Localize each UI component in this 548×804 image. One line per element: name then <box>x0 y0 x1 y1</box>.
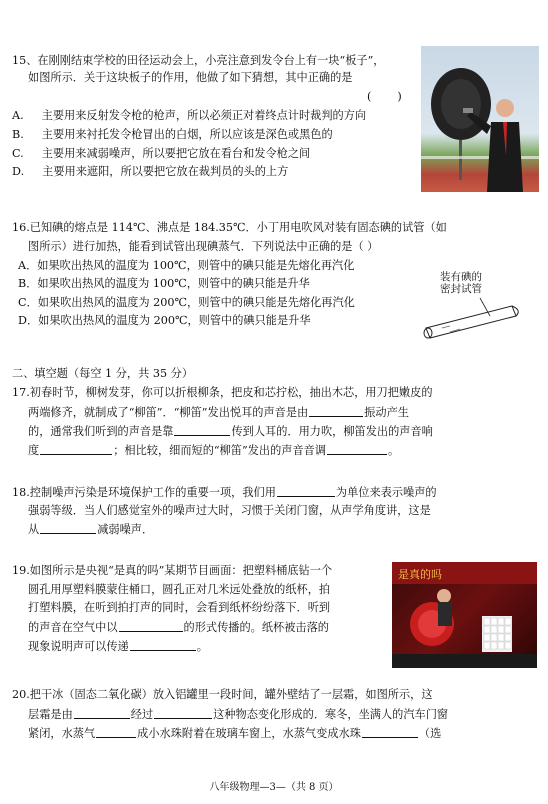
q17-blank-2[interactable] <box>174 425 230 436</box>
q20-blank-2[interactable] <box>154 708 212 719</box>
q16-option-d: D．如果吹出热风的温度为 200℃，则管中的碘只能是升华 <box>18 314 311 327</box>
q19-line4: 的声音在空气中以 的形式传播的。纸杯被击落的 <box>28 621 329 634</box>
q17-blank-3[interactable] <box>40 444 112 455</box>
bracket-right: ) <box>397 90 402 103</box>
q18-blank-2[interactable] <box>40 523 96 534</box>
tv-show-logo-text: 是真的吗 <box>398 568 442 581</box>
q19-blank-1[interactable] <box>119 621 183 632</box>
section-2-title: 二、填空题（每空 1 分，共 35 分） <box>12 367 194 380</box>
q19-blank-2[interactable] <box>130 640 196 651</box>
q15-line2: 如图所示．关于这块板子的作用，他做了如下猜想，其中正确的是 <box>28 71 353 84</box>
bracket-left: ( <box>367 90 372 103</box>
q17-line2: 两端修齐，就制成了“柳笛”．“柳笛”发出悦耳的声音是由 振动产生 <box>28 406 409 419</box>
q20-blank-3[interactable] <box>96 727 136 738</box>
q15-option-c: C. 主要用来减弱噪声，所以要把它放在看台和发令枪之间 <box>12 147 311 160</box>
q15-line1: 15、在刚刚结束学校的田径运动会上，小亮注意到发令台上有一块“板子”， <box>12 54 385 67</box>
q15-answer-bracket <box>367 91 402 102</box>
q15-option-a: A. 主要用来反射发令枪的枪声，所以必须正对着终点计时裁判的方向 <box>12 109 367 122</box>
q20-blank-1[interactable] <box>74 708 130 719</box>
q18-line3: 从 减弱噪声． <box>28 523 154 536</box>
q18-line1: 18.控制噪声污染是环境保护工作的重要一项，我们用 为单位来表示噪声的 <box>12 486 437 499</box>
q16-option-b: B．如果吹出热风的温度为 100℃，则管中的碘只能是升华 <box>18 277 310 290</box>
q16-option-a: A．如果吹出热风的温度为 100℃，则管中的碘只能是先熔化再汽化 <box>18 259 355 272</box>
q20-blank-4[interactable] <box>362 727 418 738</box>
q16-line2: 图所示）进行加热，能看到试管出现碘蒸气．下列说法中正确的是（ ） <box>28 240 379 253</box>
q16-sealed-tube-figure <box>420 296 530 346</box>
q15-option-d: D. 主要用来遮阳，所以要把它放在裁判员的头的上方 <box>12 165 289 178</box>
q17-blank-4[interactable] <box>327 444 387 455</box>
q16-line1: 16.已知碘的熔点是 114℃、沸点是 184.35℃．小丁用电吹风对装有固态碘的试管（如 <box>12 221 447 234</box>
q20-line1: 20.把干冰（固态二氧化碳）放入铝罐里一段时间，罐外壁结了一层霜，如图所示，这 <box>12 688 433 701</box>
q18-blank-1[interactable] <box>277 486 335 497</box>
q19-line2: 圆孔用厚塑料膜蒙住桶口，圆孔正对几米远处叠放的纸杯，拍 <box>28 583 331 596</box>
q19-line5: 现象说明声可以传递 。 <box>28 640 208 653</box>
q17-blank-1[interactable] <box>309 406 363 417</box>
page-footer: 八年级物理—3—（共 8 页） <box>209 782 339 793</box>
q17-line1: 17.初春时节，柳树发芽，你可以折根柳条，把皮和芯拧松，抽出木芯，用刀把嫩皮的 <box>12 386 433 399</box>
q20-line3: 紧闭，水蒸气 成小水珠附着在玻璃车窗上，水蒸气变成水珠 （选 <box>28 727 442 740</box>
q20-line2: 层霜是由 经过 这种物态变化形成的．寒冬，坐满人的汽车门窗 <box>28 708 449 721</box>
q16-figure-label-2: 密封试管 <box>440 283 482 295</box>
q17-line4: 度 ；相比较，细而短的“柳笛”发出的声音音调 。 <box>28 444 400 457</box>
q15-option-b: B. 主要用来衬托发令枪冒出的白烟，所以应该是深色或黑色的 <box>12 128 333 141</box>
q16-figure-label-1: 装有碘的 <box>440 271 482 283</box>
q17-line3: 的，通常我们听到的声音是靠 传到人耳的．用力吹，柳笛发出的声音响 <box>28 425 433 438</box>
q16-option-c: C．如果吹出热风的温度为 200℃，则管中的碘只能是先熔化再汽化 <box>18 296 355 309</box>
q18-line2: 强弱等级．当人们感觉室外的噪声过大时，习惯于关闭门窗，从声学角度讲，这是 <box>28 504 431 517</box>
q19-line3: 打塑料膜，在听到拍打声的同时，会看到纸杯纷纷落下．听到 <box>28 601 331 614</box>
q19-photo-tv-show <box>392 562 537 668</box>
q19-line1: 19.如图所示是央视“是真的吗”某期节目画面：把塑料桶底钻一个 <box>12 564 333 577</box>
q15-photo-starter-board <box>421 46 539 192</box>
